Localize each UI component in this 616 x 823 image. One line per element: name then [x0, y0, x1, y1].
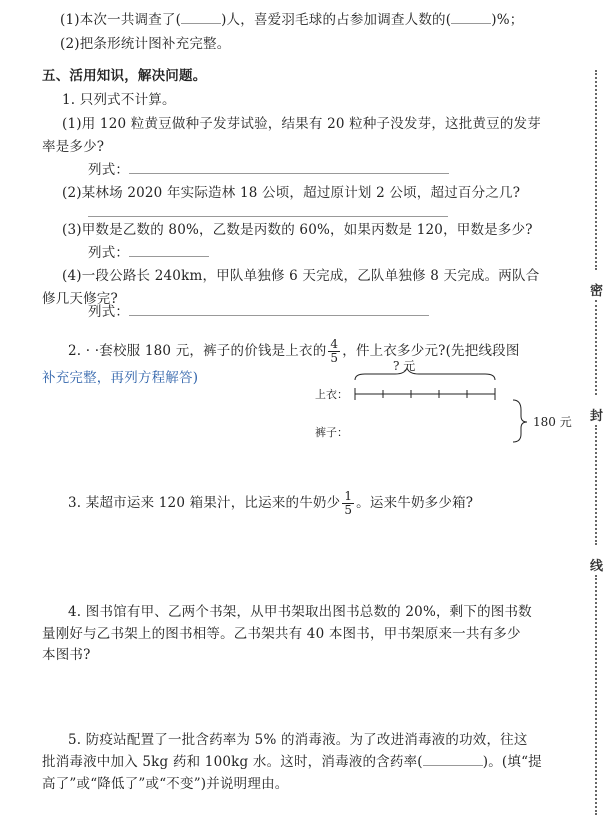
margin-seal-char: 密 — [590, 284, 604, 299]
fraction-four-fifths: $\frac{4}{5}$ — [330, 337, 339, 365]
formula-input[interactable] — [88, 204, 448, 217]
answer-blank[interactable] — [423, 753, 483, 766]
question-price-label: ? 元 — [393, 360, 416, 373]
problem-5-line-1: 5. 防疫站配置了一批含药率为 5% 的消毒液。为了改进消毒液的功效，往这 — [68, 732, 528, 748]
segment-diagram-svg — [315, 360, 585, 450]
problem-4-line-1: 4. 图书馆有甲、乙两个书架，从甲书架取出图书总数的 20%，剩下的图书数 — [68, 604, 532, 620]
problem-1-3: (3)甲数是乙数的 80%，乙数是丙数的 60%，如果丙数是 120，甲数是多少? — [62, 222, 533, 238]
problem-3: 3. 某超市运来 120 箱果汁，比运来的牛奶少 $\frac{1}{5}$ 。运来牛奶多少箱? — [68, 489, 474, 517]
margin-dotted-line — [595, 300, 597, 395]
fraction-one-fifth: $\frac{1}{5}$ — [344, 489, 353, 517]
formula-input[interactable] — [129, 303, 429, 316]
problem-1-2: (2)某林场 2020 年实际造林 18 公顷，超过原计划 2 公顷，超过百分之几? — [62, 185, 521, 201]
top-brace — [355, 368, 495, 380]
problem-1-4-line-1: (4)一段公路长 240km，甲队单独修 6 天完成，乙队单独修 8 天完成。两队合 — [62, 268, 540, 284]
answer-blank[interactable] — [451, 11, 491, 24]
total-price-label: 180 元 — [533, 415, 572, 429]
formula-input[interactable] — [129, 161, 449, 174]
top-question-2: (2)把条形统计图补充完整。 — [60, 36, 231, 52]
problem-1-title: 1. 只列式不计算。 — [62, 92, 176, 108]
problem-5-line-2: 批消毒液中加入 5kg 药和 100kg 水。这时，消毒液的含药率( )。(填“提 — [42, 754, 542, 770]
answer-blank[interactable] — [181, 11, 221, 24]
top-question-1: (1)本次一共调查了( )人，喜爱羽毛球的占参加调查人数的( )%； — [60, 12, 524, 28]
margin-dotted-line — [595, 575, 597, 815]
problem-2-line-2: 补充完整，再列方程解答) — [42, 370, 199, 386]
problem-5-line-3: 高了”或“降低了”或“不变”)并说明理由。 — [42, 776, 289, 792]
shirt-label: 上衣： — [315, 388, 348, 401]
formula-row-3: 列式： — [88, 241, 209, 261]
segment-diagram — [315, 360, 585, 454]
margin-line-char: 线 — [590, 559, 604, 574]
problem-4-line-3: 本图书? — [42, 647, 91, 663]
pants-label: 裤子： — [315, 426, 348, 439]
formula-row-1: 列式： — [88, 158, 449, 178]
margin-dotted-line — [595, 70, 597, 270]
right-brace — [513, 400, 527, 442]
formula-input[interactable] — [129, 244, 209, 257]
problem-1-4-line-2: 修几天修完? — [42, 291, 118, 307]
margin-close-char: 封 — [590, 409, 604, 424]
problem-1-1-line-1: (1)用 120 粒黄豆做种子发芽试验，结果有 20 粒种子没发芽，这批黄豆的发芽 — [62, 116, 541, 132]
section-title: 五、活用知识，解决问题。 — [42, 68, 207, 84]
formula-row-4: 列式： — [88, 300, 429, 320]
margin-dotted-line — [595, 425, 597, 545]
problem-1-1-line-2: 率是多少? — [42, 139, 105, 155]
problem-4-line-2: 量刚好与乙书架上的图书相等。乙书架共有 40 本图书，甲书架原来一共有多少 — [42, 626, 521, 642]
problem-2-line-1: 2. · ·套校服 180 元，裤子的价钱是上衣的 $\frac{4}{5}$ ，件上衣多少元?(先把线段图 — [68, 337, 520, 365]
